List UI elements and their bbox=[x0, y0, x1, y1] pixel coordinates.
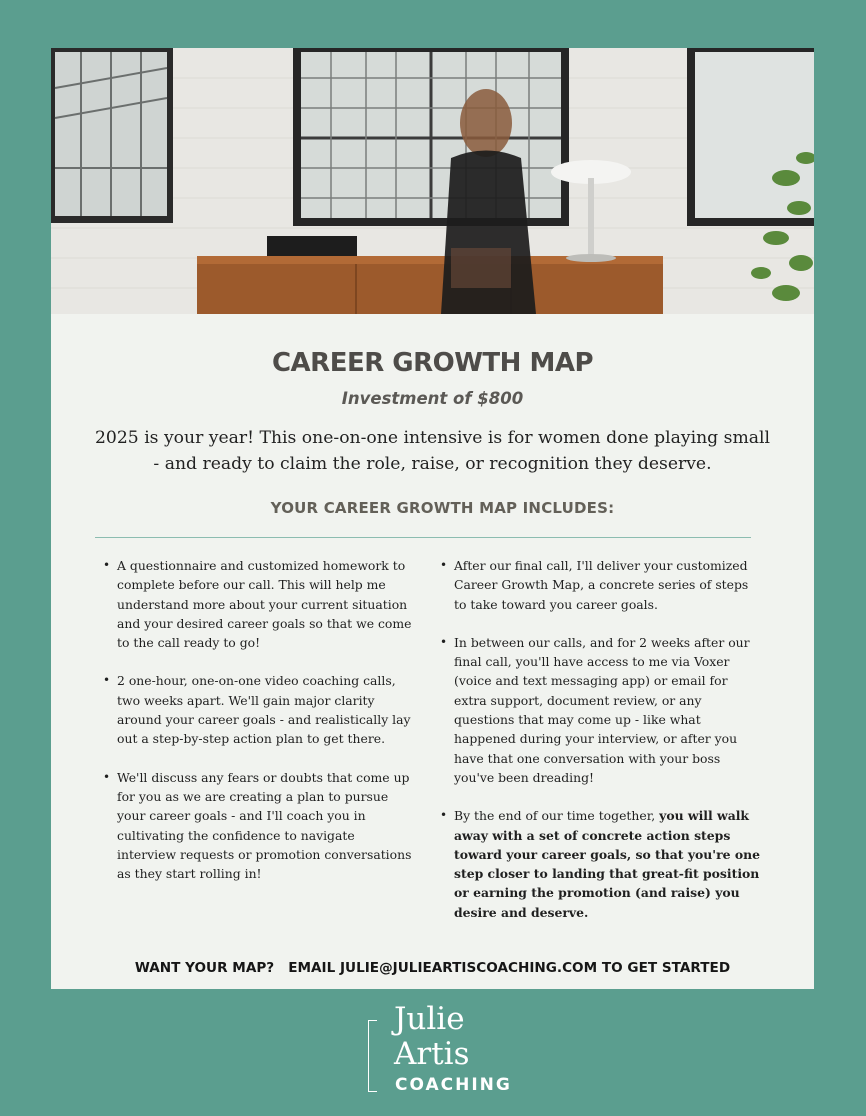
list-item-emphasis: you will walk away with a set of concrete action steps toward your career goals, so that you're one step closer to landing that great-fit position or earning the promotion (and raise) you desire and deserve. bbox=[454, 808, 760, 920]
list-item-lead: By the end of our time together, bbox=[454, 808, 660, 824]
intro-paragraph: 2025 is your year! This one-on-one intensive is for women done playing small - and ready to claim the role, raise, or recognition they deserve. bbox=[94, 428, 770, 474]
logo-name bbox=[394, 1002, 470, 1072]
office-scene-illustration bbox=[51, 48, 814, 314]
divider bbox=[95, 537, 751, 538]
list-item: • We'll discuss any fears or doubts that come up for you as we are creating a plan to pursue your career goals - and I'll coach you in cultivating the confidence to navigate interview requests or promotion conversations as they start rolling in! bbox=[103, 768, 413, 884]
logo-first-name: Julie bbox=[394, 1001, 465, 1037]
benefits-list-left bbox=[103, 556, 413, 902]
list-item: • 2 one-hour, one-on-one video coaching calls, two weeks apart. We'll gain major clarity around your career goals - and realistically lay out a step-by-step action plan to get there. bbox=[103, 671, 413, 748]
hero-photo bbox=[51, 48, 814, 314]
logo-bracket bbox=[368, 1020, 377, 1092]
list-item: • A questionnaire and customized homework to complete before our call. This will help me understand more about your current situation and your desired career goals so that we come to the call ready to go! bbox=[103, 556, 413, 652]
page-title: CAREER GROWTH MAP bbox=[271, 348, 594, 378]
logo-last-name: Artis bbox=[394, 1036, 470, 1072]
brand-logo bbox=[368, 1001, 518, 1100]
list-item: • In between our calls, and for 2 weeks after our final call, you'll have access to me via Voxer (voice and text messaging app) or email for extra support, document review, or any questions that may come up - like what happened during your interview, or after you have that one conversation with your boss you've been dreading! bbox=[440, 633, 760, 787]
benefits-list-right bbox=[440, 556, 760, 941]
call-to-action bbox=[51, 960, 814, 976]
investment-price: Investment of $800 bbox=[341, 389, 524, 408]
list-item bbox=[440, 806, 760, 922]
includes-heading: YOUR CAREER GROWTH MAP INCLUDES: bbox=[270, 499, 615, 517]
list-item: • After our final call, I'll deliver your customized Career Growth Map, a concrete series of steps to take toward you career goals. bbox=[440, 556, 760, 614]
logo-coaching: COACHING bbox=[395, 1075, 512, 1095]
cta-email-link[interactable]: EMAIL JULIE@JULIEARTISCOACHING.COM TO GET STARTED bbox=[288, 960, 731, 976]
flyer-card bbox=[51, 48, 814, 989]
cta-label: WANT YOUR MAP? bbox=[134, 960, 275, 976]
